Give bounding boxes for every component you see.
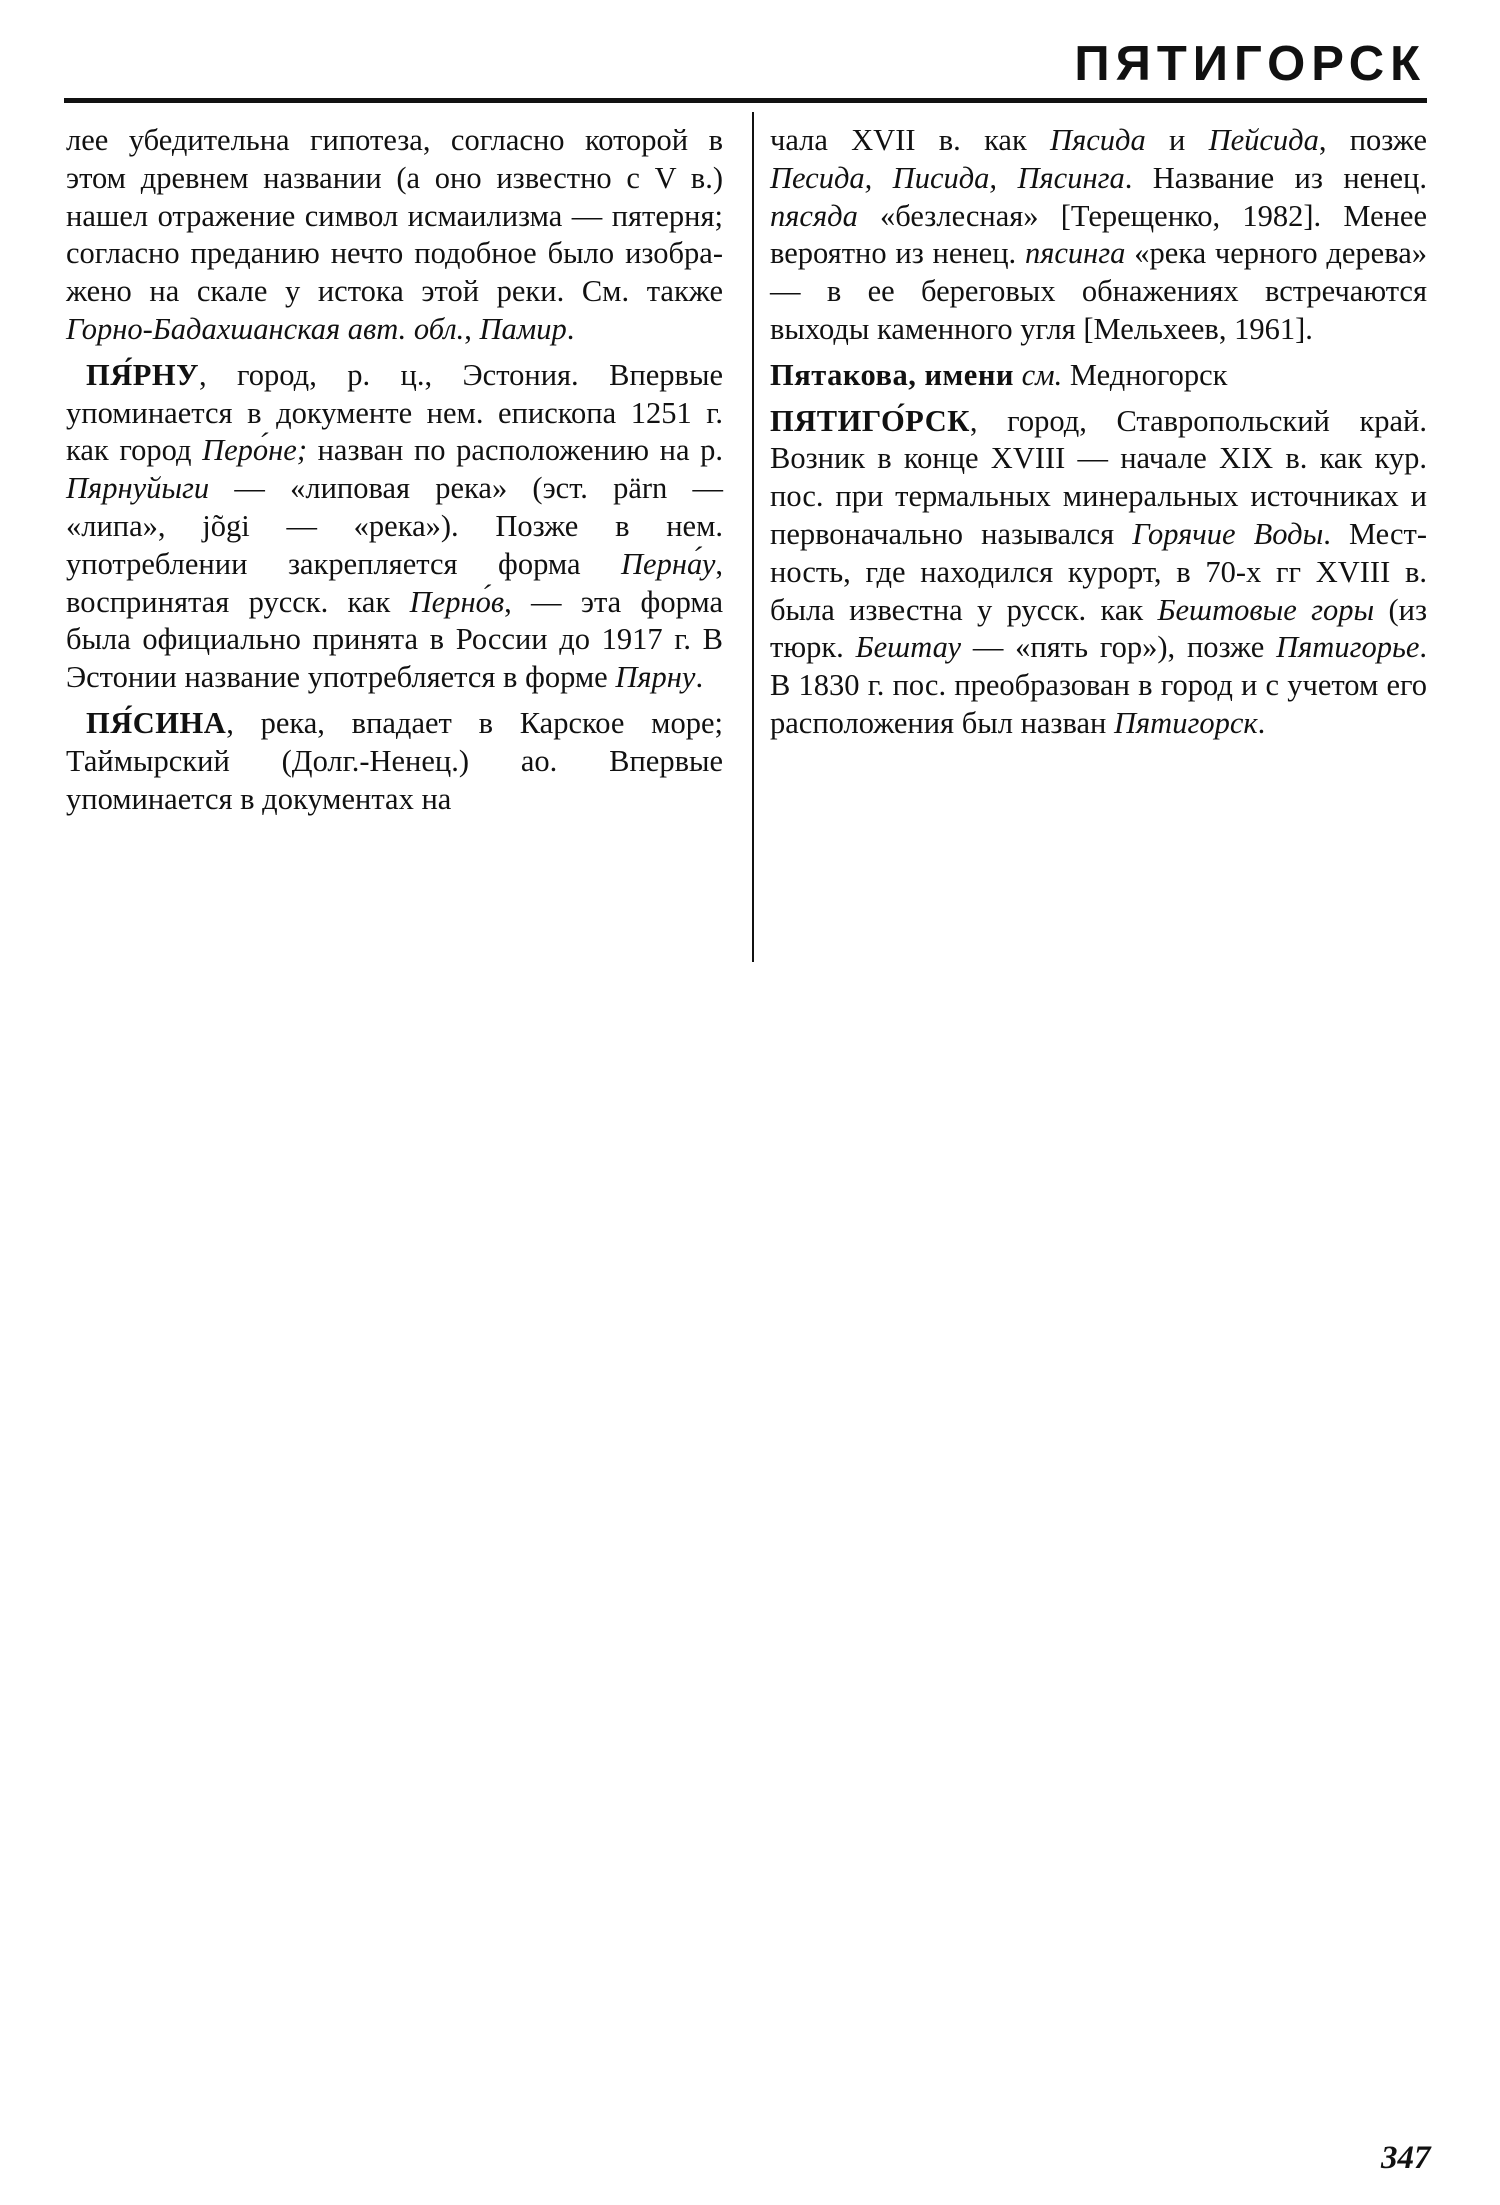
body-text: — «липовая река» (эст. pärn — «липа», jõgi — «река»). Позже в нем. употреблении закрепляется форма bbox=[66, 471, 723, 581]
headword: Пятакова, имени bbox=[770, 357, 1014, 392]
entry-pyatakova bbox=[770, 357, 1427, 395]
body-text: . bbox=[566, 311, 575, 346]
toponym-variant: пясяда bbox=[770, 198, 858, 233]
body-text: . В 1830 г. пос. преобразован в город и с учетом его расположения был назван bbox=[770, 630, 1428, 740]
entry-pyatigorsk bbox=[770, 403, 1427, 743]
toponym-variant: Горячие Воды bbox=[1132, 516, 1324, 551]
toponym-variant: Песида, Писида, Пясинга bbox=[770, 160, 1125, 195]
toponym-variant: Пярнуйыги bbox=[66, 471, 210, 506]
body-text: , воспринятая русск. как bbox=[66, 546, 723, 619]
toponym-variant: Пятигорск bbox=[1113, 705, 1258, 740]
toponym-variant: Бештау bbox=[855, 630, 961, 665]
entry-pyasina bbox=[66, 705, 723, 818]
toponym-variant: Пейсида bbox=[1208, 123, 1319, 157]
headword: ПЯ́СИНА bbox=[86, 705, 227, 740]
body-text: назван по расположению на р. bbox=[306, 433, 723, 468]
body-text: , город, Ставропольский край. Возник в конце XVIII — начале XIX в. как кур. пос. при термальных минеральных источниках и первоначально назывался bbox=[770, 403, 1427, 551]
right-column bbox=[770, 122, 1427, 751]
toponym-variant: пясинга bbox=[1024, 236, 1126, 271]
body-text: «река черного дерева» — в ее береговых обнажениях встречаются выходы каменного угля [Мельхеев, 1961]. bbox=[770, 236, 1427, 346]
toponym-variant: Бештовые горы bbox=[1157, 592, 1375, 627]
header-rule bbox=[64, 98, 1427, 103]
body-text: . Местность, где находился курорт, в 70-х гг XVIII в. была известна у русск. как bbox=[770, 516, 1427, 627]
body-text: , река, впадает в Карское море; Таймырский (Долг.-Ненец.) ао. Впервые упоминается в документах на bbox=[66, 705, 723, 816]
body-text: , bbox=[464, 311, 480, 346]
toponym-variant: Перно́в bbox=[409, 584, 505, 619]
headword: ПЯ́РНУ bbox=[86, 357, 199, 392]
toponym-variant: Перна́у bbox=[621, 546, 716, 581]
page-number: 347 bbox=[1381, 2140, 1431, 2176]
entry-pyasina-continuation bbox=[770, 122, 1427, 349]
body-text: . Название из ненец. bbox=[1124, 160, 1427, 195]
body-text: — «пять гор»), позже bbox=[961, 630, 1277, 665]
body-text: чала XVII в. как bbox=[770, 123, 1051, 157]
cross-reference: Памир bbox=[479, 311, 567, 346]
entry-parnu bbox=[66, 357, 723, 697]
body-text: . bbox=[1257, 705, 1266, 740]
body-text: и bbox=[1145, 123, 1209, 157]
toponym-variant: Пярну bbox=[615, 660, 696, 695]
body-text: «безлесная» [Терещенко, 1982]. Менее вероятно из ненец. bbox=[770, 198, 1427, 271]
body-text: (из тюрк. bbox=[770, 592, 1427, 665]
left-column bbox=[66, 122, 723, 826]
toponym-variant: Пясида bbox=[1050, 123, 1146, 157]
entry-continuation bbox=[66, 122, 723, 349]
toponym-variant: Пятигорье bbox=[1276, 630, 1420, 665]
body-text: , город, р. ц., Эстония. Впервые упоминается в документе нем. епископа 1251 г. как город bbox=[66, 357, 723, 468]
body-text: , позже bbox=[1318, 123, 1428, 157]
see-reference: см. bbox=[1021, 357, 1063, 392]
body-text: , — эта форма была официально принята в России до 1917 г. В Эстонии название употребляется в форме bbox=[66, 584, 723, 695]
body-text: . bbox=[695, 660, 704, 695]
column-divider bbox=[752, 112, 754, 962]
toponym-variant: Перо́не; bbox=[202, 433, 307, 468]
headword: ПЯТИГО́РСК bbox=[770, 403, 970, 438]
cross-reference: Горно-Бадахшанская авт. обл. bbox=[66, 311, 465, 346]
running-head: ПЯТИГОРСК bbox=[1074, 37, 1426, 91]
cross-reference: Медногорск bbox=[1062, 357, 1228, 392]
body-text: лее убедительна гипотеза, согласно которой в этом древнем названии (а оно известно с V в.) нашел отражение символ исмаилизма — пятерня; согласно преданию нечто подобное было изображено на скале у истока этой реки. См. также bbox=[66, 123, 723, 309]
